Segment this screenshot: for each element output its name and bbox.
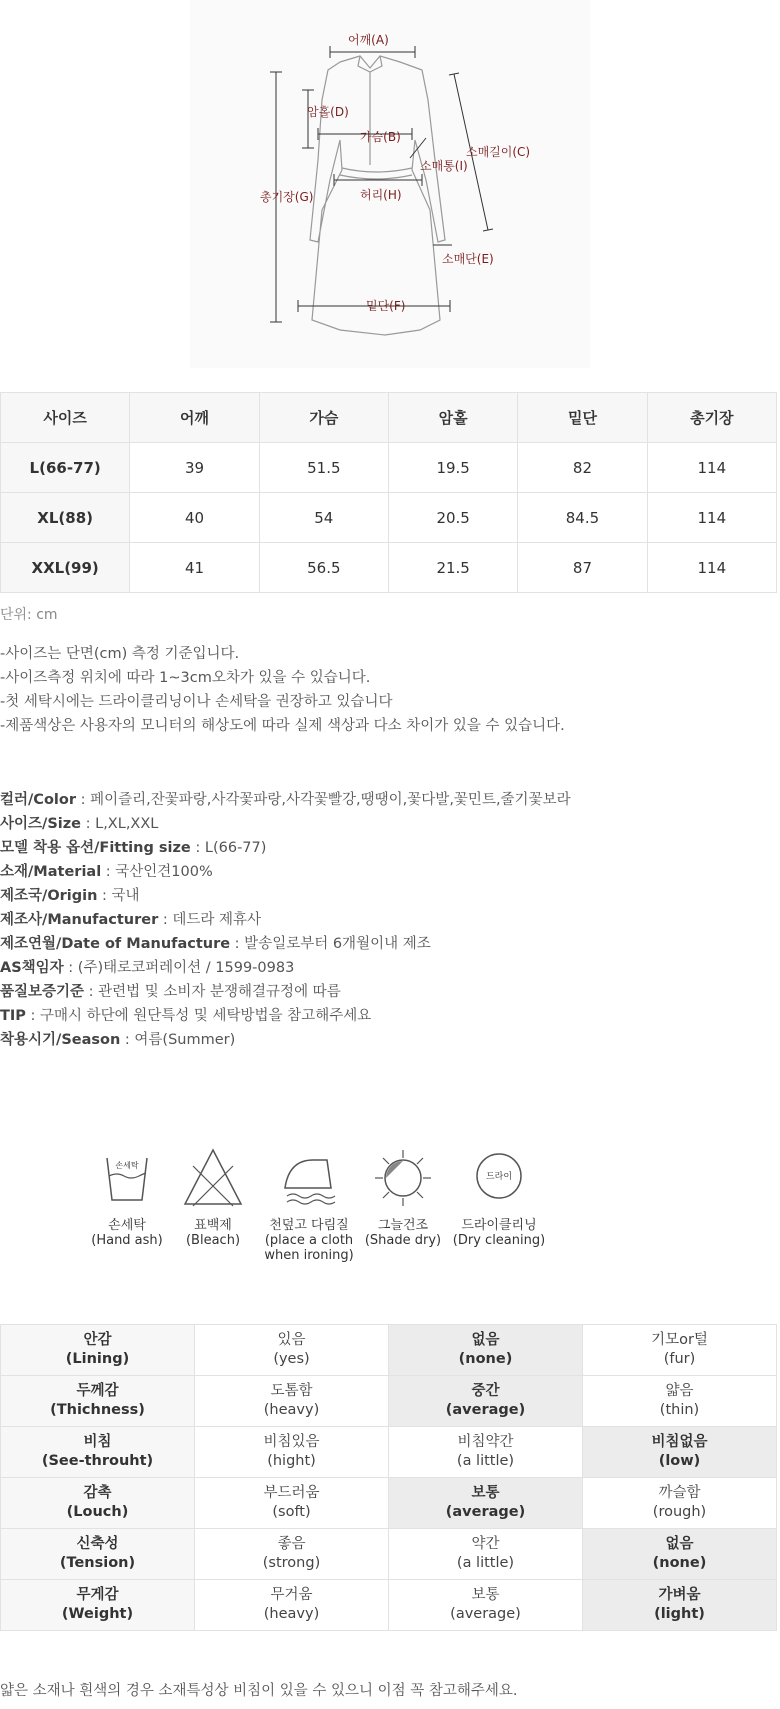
care-label-ko: 천덮고 다림질: [269, 1218, 349, 1233]
value-cell: 114: [647, 543, 776, 593]
care-label-ko: 손세탁: [108, 1218, 146, 1233]
fabric-option-text: (heavy): [263, 1402, 320, 1418]
care-label-en: (Hand ash): [91, 1233, 163, 1248]
spec-label: 제조국/Origin: [0, 888, 98, 904]
fabric-option-text: (light): [654, 1606, 705, 1622]
value-cell: 54: [259, 493, 388, 543]
fabric-option-text: 보통: [471, 1587, 500, 1603]
spec-value: : L,XL,XXL: [81, 816, 159, 832]
fabric-option-text: (soft): [272, 1504, 311, 1520]
value-cell: 21.5: [388, 543, 517, 593]
fabric-option-text: 없음: [665, 1536, 694, 1552]
label-chest: 가슴(B): [360, 130, 401, 144]
spec-color: [0, 788, 571, 812]
table-row: [1, 1427, 777, 1478]
spec-as: [0, 956, 571, 980]
label-cuff: 소매단(E): [442, 252, 494, 266]
col-header: 암홀: [388, 393, 517, 443]
spec-value: : 관련법 및 소비자 분쟁해결규정에 따름: [84, 984, 341, 1000]
fabric-option: [195, 1325, 389, 1376]
spec-date: [0, 932, 571, 956]
spec-value: : 데드라 제휴사: [158, 912, 262, 928]
fabric-option: [389, 1580, 583, 1631]
spec-value: : 국내: [97, 888, 140, 904]
table-row: [1, 493, 777, 543]
value-cell: 41: [130, 543, 259, 593]
dry-cleaning-icon: [469, 1148, 529, 1208]
shade-dry-icon: [373, 1148, 433, 1208]
care-label-en: (place a cloth: [264, 1233, 354, 1248]
hand-wash-icon: [97, 1148, 157, 1208]
spec-manufacturer: [0, 908, 571, 932]
care-label-en-2: when ironing): [264, 1248, 354, 1263]
size-table-header: [1, 393, 777, 443]
fabric-option-text: 비침없음: [651, 1434, 708, 1450]
fabric-option-text: (strong): [262, 1555, 321, 1571]
fabric-option: [583, 1478, 777, 1529]
fabric-attribute-text: 신축성: [76, 1536, 119, 1552]
product-specs: [0, 788, 571, 1052]
fabric-option-text: 까슬함: [658, 1485, 701, 1501]
care-label-en: (Dry cleaning): [452, 1233, 546, 1248]
fabric-option: [195, 1580, 389, 1631]
spec-label: 제조사/Manufacturer: [0, 912, 159, 928]
fabric-option: [389, 1529, 583, 1580]
spec-origin: [0, 884, 571, 908]
fabric-option-selected: [389, 1325, 583, 1376]
note-line: -사이즈측정 위치에 따라 1~3cm오차가 있을 수 있습니다.: [0, 670, 371, 686]
fabric-option-text: (heavy): [263, 1606, 320, 1622]
fabric-attribute: [1, 1427, 195, 1478]
value-cell: 114: [647, 493, 776, 543]
fabric-option-text: (average): [445, 1402, 526, 1418]
spec-label: 사이즈/Size: [0, 816, 82, 832]
col-header: 밑단: [518, 393, 647, 443]
fabric-option-text: 약간: [471, 1536, 500, 1552]
measure-lines: [270, 46, 493, 322]
spec-value: : (주)태로코퍼레이션 / 1599-0983: [63, 960, 295, 976]
fabric-attribute-text: 비침: [83, 1434, 112, 1450]
fabric-attribute-text: (See-throuht): [41, 1453, 154, 1469]
fabric-option: [195, 1376, 389, 1427]
spec-label: 제조연월/Date of Manufacture: [0, 936, 231, 952]
fabric-attribute-text: (Tension): [59, 1555, 136, 1571]
care-label: [158, 1218, 268, 1248]
fabric-option: [583, 1376, 777, 1427]
spec-value: : 여름(Summer): [120, 1032, 236, 1048]
note-line: -제품색상은 사용자의 모니터의 해상도에 따라 실제 색상과 다소 차이가 있을 수 있습니다.: [0, 718, 565, 734]
spec-quality: [0, 980, 571, 1004]
table-row: [1, 1376, 777, 1427]
fabric-attribute-text: 감촉: [83, 1485, 112, 1501]
spec-value: : 구매시 하단에 원단특성 및 세탁방법을 참고해주세요: [25, 1008, 372, 1024]
spec-size: [0, 812, 571, 836]
fabric-option-selected: [583, 1427, 777, 1478]
hand-wash-icon-text: 손세탁: [115, 1161, 139, 1170]
unit-label: 단위: cm: [0, 607, 58, 623]
size-cell: L(66-77): [1, 443, 130, 493]
fabric-option-text: (yes): [273, 1351, 310, 1367]
care-no-bleach: [158, 1148, 268, 1248]
col-header: 어깨: [130, 393, 259, 443]
spec-tip: [0, 1004, 571, 1028]
fabric-attribute: [1, 1529, 195, 1580]
col-header: 가슴: [259, 393, 388, 443]
fabric-option-text: 부드러움: [263, 1485, 320, 1501]
spec-label: 소재/Material: [0, 864, 102, 880]
col-header: 사이즈: [1, 393, 130, 443]
iron-icon: [279, 1148, 339, 1208]
care-label-ko: 그늘건조: [377, 1218, 429, 1233]
fabric-option: [195, 1529, 389, 1580]
care-label-ko: 드라이클리닝: [461, 1218, 537, 1233]
spec-fitting: [0, 836, 571, 860]
label-sleeve-length: 소매길이(C): [466, 145, 531, 159]
value-cell: 39: [130, 443, 259, 493]
bottom-note: 얇은 소재나 흰색의 경우 소재특성상 비침이 있을 수 있으니 이점 꼭 참고해주세요.: [0, 1683, 518, 1699]
fabric-attribute: [1, 1325, 195, 1376]
value-cell: 20.5: [388, 493, 517, 543]
fabric-attribute-text: (Louch): [66, 1504, 129, 1520]
spec-label: 모델 착용 옵션/Fitting size: [0, 840, 191, 856]
table-row: [1, 1325, 777, 1376]
note-line: -사이즈는 단면(cm) 측정 기준입니다.: [0, 646, 240, 662]
label-sleeve-width: 소매통(I): [420, 159, 468, 173]
fabric-option-text: 도톰함: [270, 1383, 313, 1399]
value-cell: 82: [518, 443, 647, 493]
care-label-en: (Shade dry): [364, 1233, 442, 1248]
fabric-option-text: 기모or털: [651, 1332, 708, 1348]
value-cell: 19.5: [388, 443, 517, 493]
table-row: [1, 1529, 777, 1580]
table-row: [1, 1478, 777, 1529]
note-line: -첫 세탁시에는 드라이클리닝이나 손세탁을 권장하고 있습니다: [0, 694, 393, 710]
table-row: [1, 543, 777, 593]
care-label-ko: 표백제: [194, 1218, 232, 1233]
col-header: 총기장: [647, 393, 776, 443]
spec-label: AS책임자: [0, 960, 64, 976]
size-table: [0, 392, 777, 593]
dress-diagram: [190, 0, 590, 368]
spec-material: [0, 860, 571, 884]
fabric-option-selected: [583, 1580, 777, 1631]
fabric-attribute-text: 무게감: [76, 1587, 119, 1603]
label-armhole: 암홀(D): [307, 105, 349, 119]
fabric-option-text: 가벼움: [658, 1587, 701, 1603]
size-cell: XXL(99): [1, 543, 130, 593]
label-hem: 밑단(F): [366, 299, 406, 313]
table-row: [1, 1580, 777, 1631]
fabric-option-text: 중간: [471, 1383, 500, 1399]
spec-label: 컬러/Color: [0, 792, 76, 808]
fabric-option-text: (none): [458, 1351, 513, 1367]
fabric-option-text: (hight): [267, 1453, 316, 1469]
fabric-option-selected: [583, 1529, 777, 1580]
spec-value: : L(66-77): [190, 840, 267, 856]
spec-label: TIP: [0, 1008, 26, 1024]
fabric-option-text: 무거움: [270, 1587, 313, 1603]
label-total-length: 총기장(G): [260, 190, 314, 204]
fabric-attribute-text: 안감: [83, 1332, 112, 1348]
no-bleach-icon: [183, 1148, 243, 1208]
size-cell: XL(88): [1, 493, 130, 543]
fabric-table: [0, 1324, 777, 1631]
fabric-option-text: 얇음: [665, 1383, 694, 1399]
fabric-option-text: (a little): [456, 1555, 515, 1571]
value-cell: 51.5: [259, 443, 388, 493]
value-cell: 87: [518, 543, 647, 593]
fabric-option: [583, 1325, 777, 1376]
value-cell: 84.5: [518, 493, 647, 543]
spec-season: [0, 1028, 571, 1052]
fabric-option-text: (a little): [456, 1453, 515, 1469]
care-instructions: [72, 1148, 546, 1268]
fabric-option-text: 있음: [277, 1332, 306, 1348]
spec-label: 착용시기/Season: [0, 1032, 121, 1048]
label-shoulder: 어깨(A): [348, 33, 389, 47]
fabric-option-text: (rough): [652, 1504, 707, 1520]
fabric-attribute: [1, 1478, 195, 1529]
care-label: [348, 1218, 458, 1248]
fabric-attribute-text: (Thichness): [50, 1402, 145, 1418]
fabric-option-text: (average): [450, 1606, 521, 1622]
fabric-attribute-text: (Lining): [65, 1351, 130, 1367]
fabric-option-text: (thin): [659, 1402, 700, 1418]
fabric-option-text: (average): [445, 1504, 526, 1520]
fabric-option: [195, 1478, 389, 1529]
measurement-diagram: [190, 0, 590, 368]
fabric-attribute-text: (Weight): [61, 1606, 134, 1622]
label-waist: 허리(H): [360, 188, 402, 202]
fabric-option-text: 비침약간: [457, 1434, 514, 1450]
size-notes: [0, 642, 565, 738]
fabric-attribute: [1, 1580, 195, 1631]
fabric-option-text: (low): [658, 1453, 701, 1469]
dry-cleaning-icon-text: 드라이: [485, 1172, 513, 1182]
spec-value: : 국산인견100%: [101, 864, 213, 880]
fabric-option: [195, 1427, 389, 1478]
fabric-option: [389, 1427, 583, 1478]
fabric-option-selected: [389, 1376, 583, 1427]
care-label: [444, 1218, 554, 1248]
care-dry-cleaning: [444, 1148, 554, 1248]
spec-label: 품질보증기준: [0, 984, 85, 1000]
fabric-attribute-text: 두께감: [76, 1383, 119, 1399]
value-cell: 56.5: [259, 543, 388, 593]
table-row: [1, 443, 777, 493]
spec-value: : 발송일로부터 6개월이내 제조: [230, 936, 431, 952]
fabric-option-text: 좋음: [277, 1536, 306, 1552]
spec-value: : 페이즐리,잔꽃파랑,사각꽃파랑,사각꽃빨강,땡땡이,꽃다발,꽃민트,줄기꽃보라: [76, 792, 571, 808]
care-label-en: (Bleach): [185, 1233, 241, 1248]
fabric-option-text: 비침있음: [263, 1434, 320, 1450]
care-shade-dry: [348, 1148, 458, 1248]
value-cell: 114: [647, 443, 776, 493]
fabric-option-selected: [389, 1478, 583, 1529]
fabric-option-text: 없음: [471, 1332, 500, 1348]
fabric-option-text: (fur): [663, 1351, 696, 1367]
fabric-attribute: [1, 1376, 195, 1427]
value-cell: 40: [130, 493, 259, 543]
fabric-option-text: 보통: [471, 1485, 500, 1501]
fabric-option-text: (none): [652, 1555, 707, 1571]
